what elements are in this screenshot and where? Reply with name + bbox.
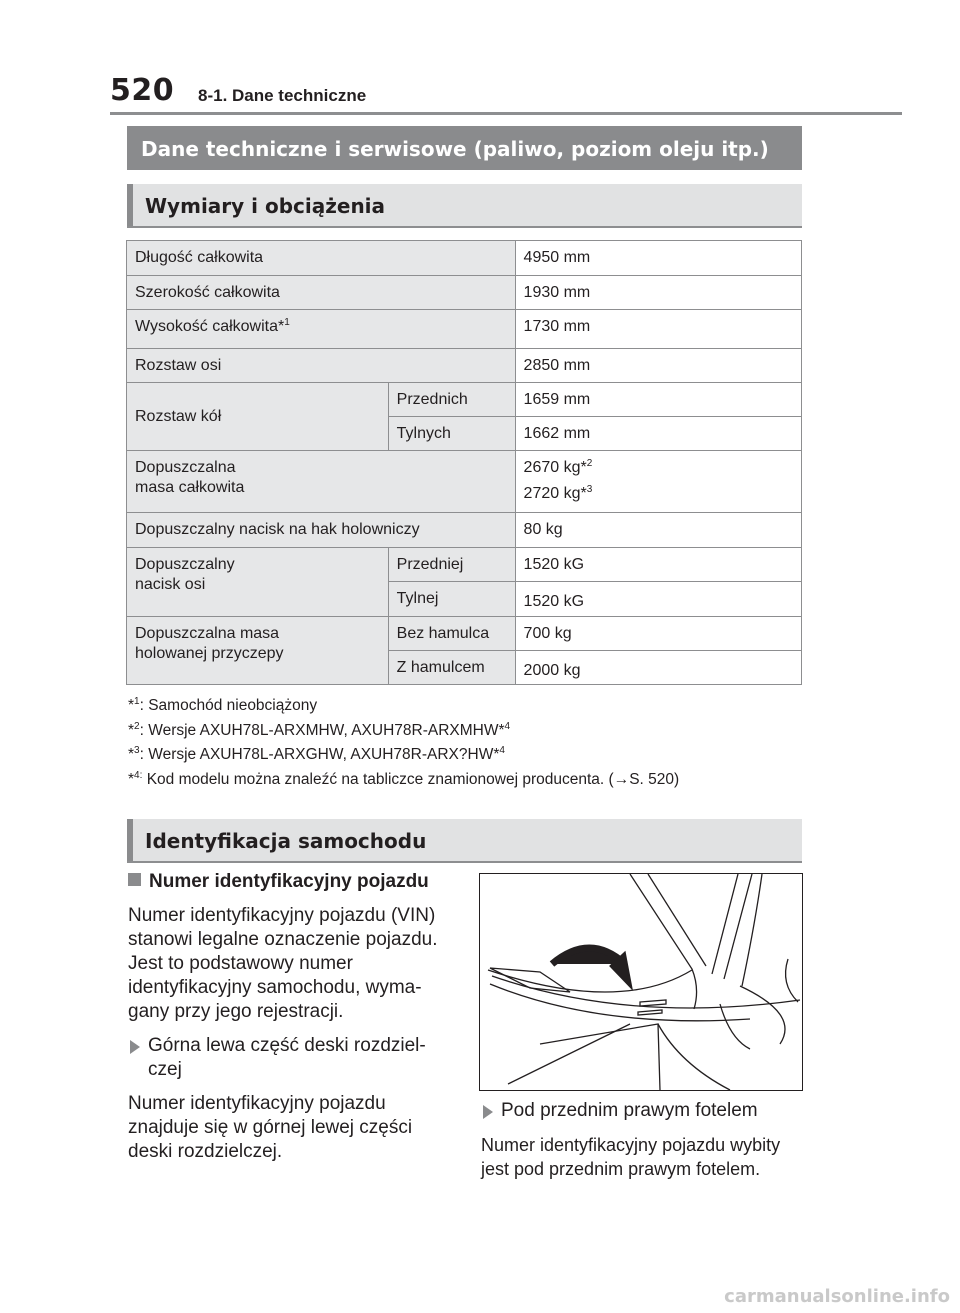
footnote-4: *$^{4:}$ Kod modelu można znaleźć na tabliczce znamionowej producenta. (→S. 520) — [128, 769, 680, 788]
watermark: carmanualsonline.info — [724, 1286, 950, 1307]
row-value: 1520 kG — [515, 582, 801, 617]
table-row — [127, 383, 802, 417]
sub-label: Tylnych — [388, 417, 515, 451]
main-title-band — [127, 126, 802, 170]
row-value: 80 kg — [515, 513, 801, 548]
table-row — [127, 241, 802, 276]
seat-description: Numer identyfikacyjny pojazdu wybity jest pod przednim prawym fotelem. — [481, 1135, 781, 1179]
table-row — [127, 513, 802, 548]
table-row — [127, 349, 802, 383]
row-value: 1662 mm — [515, 417, 801, 451]
identification-heading: Identyfikacja samochodu — [145, 829, 427, 853]
row-label: Dopuszczalna masa całkowita — [127, 451, 516, 513]
bullet-dashboard: Górna lewa część deski rozdziel-czej — [128, 1034, 458, 1082]
identification-heading-band — [127, 819, 802, 863]
row-value: 1730 mm — [515, 310, 801, 349]
triangle-bullet-icon — [483, 1105, 493, 1119]
footnote-1: *$^1$: Samochód nieobciążony — [128, 696, 318, 714]
sub-label: Bez hamulca — [388, 617, 515, 651]
row-label: Rozstaw osi — [127, 349, 516, 383]
row-value: 1659 mm — [515, 383, 801, 417]
row-value: 1930 mm — [515, 276, 801, 310]
page-link[interactable]: S. 520) — [629, 770, 680, 788]
footnotes — [128, 694, 679, 792]
footnote-2: *$^2$: Wersje AXUH78L-ARXMHW, AXUH78R-ARXMHW*$^4$ — [128, 720, 511, 739]
sub-label: Przedniej — [388, 548, 515, 582]
header-rule — [110, 112, 902, 115]
square-bullet-icon — [128, 873, 141, 886]
table-row — [127, 276, 802, 310]
right-column — [481, 1099, 811, 1191]
bullet-seat: Pod przednim prawym fotelem — [481, 1099, 811, 1123]
vin-subheading: Numer identyfikacyjny pojazdu — [128, 870, 458, 894]
row-value: 2000 kg — [515, 651, 801, 685]
dimensions-table — [126, 240, 802, 685]
row-label: Szerokość całkowita — [127, 276, 516, 310]
row-label: Długość całkowita — [127, 241, 516, 276]
row-value: 1520 kG — [515, 548, 801, 582]
sub-label: Z hamulcem — [388, 651, 515, 685]
row-label: Dopuszczalny nacisk osi — [127, 548, 389, 617]
row-value: 2670 kg*$^2$ 2720 kg*$^3$ — [515, 451, 801, 513]
row-value: 700 kg — [515, 617, 801, 651]
table-row — [127, 310, 802, 349]
dashboard-vin-illustration — [479, 873, 803, 1091]
footnote-3: *$^3$: Wersje AXUH78L-ARXGHW, AXUH78R-ARX?HW*$^4$ — [128, 745, 505, 763]
page-number: 520 — [110, 73, 175, 108]
row-label: Dopuszczalny nacisk na hak holowniczy — [127, 513, 516, 548]
dashboard-description: Numer identyfikacyjny pojazdu znajduje się w górnej lewej części deski rozdzielczej. — [128, 1093, 413, 1162]
table-row — [127, 548, 802, 582]
sub-label: Przednich — [388, 383, 515, 417]
section-title: 8-1. Dane techniczne — [198, 86, 367, 105]
dimensions-heading: Wymiary i obciążenia — [145, 194, 386, 218]
row-label: Wysokość całkowita*$^1$ — [127, 310, 516, 349]
vin-description: Numer identyfikacyjny pojazdu (VIN) stanowi legalne oznaczenie pojazdu. Jest to podstawowy numer identyfikacyjny samochodu, wyma-gany przy jego rejestracji. — [128, 905, 438, 1022]
table-row — [127, 617, 802, 651]
row-value: 4950 mm — [515, 241, 801, 276]
table-row — [127, 451, 802, 513]
sub-label: Tylnej — [388, 582, 515, 617]
dimensions-heading-band — [127, 184, 802, 228]
main-title: Dane techniczne i serwisowe (paliwo, poziom oleju itp.) — [141, 137, 769, 161]
row-label: Dopuszczalna masa holowanej przyczepy — [127, 617, 389, 685]
arrow-right-icon: → — [613, 770, 630, 788]
row-label: Rozstaw kół — [127, 383, 389, 451]
left-column — [128, 870, 458, 1174]
triangle-bullet-icon — [130, 1040, 140, 1054]
row-value: 2850 mm — [515, 349, 801, 383]
